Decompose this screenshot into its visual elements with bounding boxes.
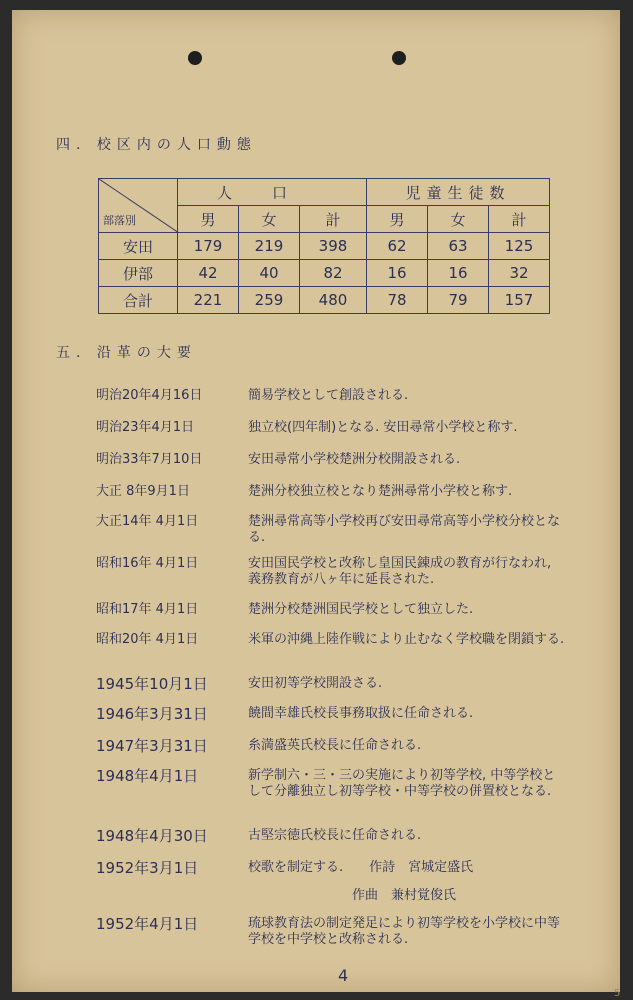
table-cell: 125 [489,233,550,260]
corner-number: 5 [614,988,621,999]
table-cell: 259 [239,287,300,314]
population-table [98,178,550,314]
table-row [99,287,550,314]
table-cell: 157 [489,287,550,314]
history-text: 楚洲分校楚洲国民学校として独立した. [248,602,474,617]
history-heading: 五. 沿革の大要 [56,345,197,361]
table-cell: 42 [178,260,239,287]
history-entry [96,676,568,692]
history-entry [96,556,568,588]
history-text: 琉球教育法の制定発足により初等学校を小学校に中等学校を中学校と改称される. [248,916,561,947]
history-text: 新学制六・三・三の実施により初等学校, 中等学校として分離独立し初等学校・中等学校の併置校となる. [248,768,556,799]
punch-hole [188,51,202,65]
history-date: 1948年4月30日 [96,827,208,845]
history-date: 大正14年 4月1日 [96,514,199,529]
history-date: 1947年3月31日 [96,737,208,755]
group-header-population: 人口 [178,179,367,206]
table-cell: 82 [300,260,367,287]
history-date: 大正 8年9月1日 [96,484,190,499]
history-date: 昭和16年 4月1日 [96,556,199,571]
history-text: 校歌を制定する. 作詩 宮城定盛氏 [248,860,474,875]
sub-header: 男 [367,206,428,233]
history-text: 楚洲尋常高等小学校再び安田尋常高等小学校分校となる. [248,514,561,545]
history-entry [96,768,568,800]
history-date: 明治33年7月10日 [96,452,203,467]
population-heading: 四. 校区内の人口動態 [56,137,257,153]
history-date: 明治23年4月1日 [96,420,195,435]
row-label: 伊部 [99,260,178,287]
document-page [12,10,621,999]
history-entry [96,888,568,904]
history-entry [96,452,568,468]
history-text: 安田初等学校開設さる. [248,676,383,691]
table-cell: 219 [239,233,300,260]
history-entry [96,916,568,948]
corner-label: 部落別 [103,214,136,227]
table-cell: 480 [300,287,367,314]
table-cell: 221 [178,287,239,314]
history-date: 昭和20年 4月1日 [96,632,199,647]
history-entry [96,388,568,404]
sub-header: 女 [239,206,300,233]
group-header-students: 児童生徒数 [367,179,550,206]
table-cell: 398 [300,233,367,260]
sub-header: 女 [428,206,489,233]
history-text: 独立校(四年制)となる. 安田尋常小学校と称す. [248,420,518,435]
history-date: 明治20年4月16日 [96,388,203,403]
history-text: 作曲 兼村覚俊氏 [248,888,457,903]
history-text: 安田国民学校と改称し皇国民錬成の教育が行なわれ, 義務教育が八ヶ年に延長された. [248,556,552,587]
history-date: 1948年4月1日 [96,767,199,785]
history-entry [96,602,568,618]
history-entry [96,738,568,754]
sub-header: 計 [489,206,550,233]
history-date: 1952年4月1日 [96,915,199,933]
table-row [99,233,550,260]
punch-hole [392,51,406,65]
table-cell: 40 [239,260,300,287]
row-label: 合計 [99,287,178,314]
sub-header: 男 [178,206,239,233]
history-entry [96,860,568,876]
history-entry [96,706,568,722]
table-cell: 32 [489,260,550,287]
history-date: 昭和17年 4月1日 [96,602,199,617]
history-date: 1946年3月31日 [96,705,208,723]
history-text: 米軍の沖縄上陸作戦により止むなく学校職を閉鎖する. [248,632,565,647]
history-entry [96,632,568,648]
table-cell: 179 [178,233,239,260]
history-date: 1952年3月1日 [96,859,199,877]
page-number: 4 [338,966,349,985]
history-text: 安田尋常小学校楚洲分校開設される. [248,452,461,467]
history-date: 1945年10月1日 [96,675,208,693]
history-text: 楚洲分校独立校となり楚洲尋常小学校と称す. [248,484,513,499]
history-entry [96,828,568,844]
history-text: 簡易学校として創設される. [248,388,409,403]
table-corner-cell [99,179,178,233]
history-entry [96,514,568,546]
table-cell: 79 [428,287,489,314]
history-text: 饒間幸雄氏校長事務取扱に任命される. [248,706,474,721]
table-cell: 63 [428,233,489,260]
table-cell: 16 [367,260,428,287]
table-row [99,260,550,287]
history-text: 糸満盛英氏校長に任命される. [248,738,422,753]
history-text: 古堅宗徳氏校長に任命される. [248,828,422,843]
history-date [96,888,248,904]
table-cell: 62 [367,233,428,260]
row-label: 安田 [99,233,178,260]
history-entry [96,420,568,436]
history-entry [96,484,568,500]
table-cell: 78 [367,287,428,314]
table-cell: 16 [428,260,489,287]
sub-header: 計 [300,206,367,233]
